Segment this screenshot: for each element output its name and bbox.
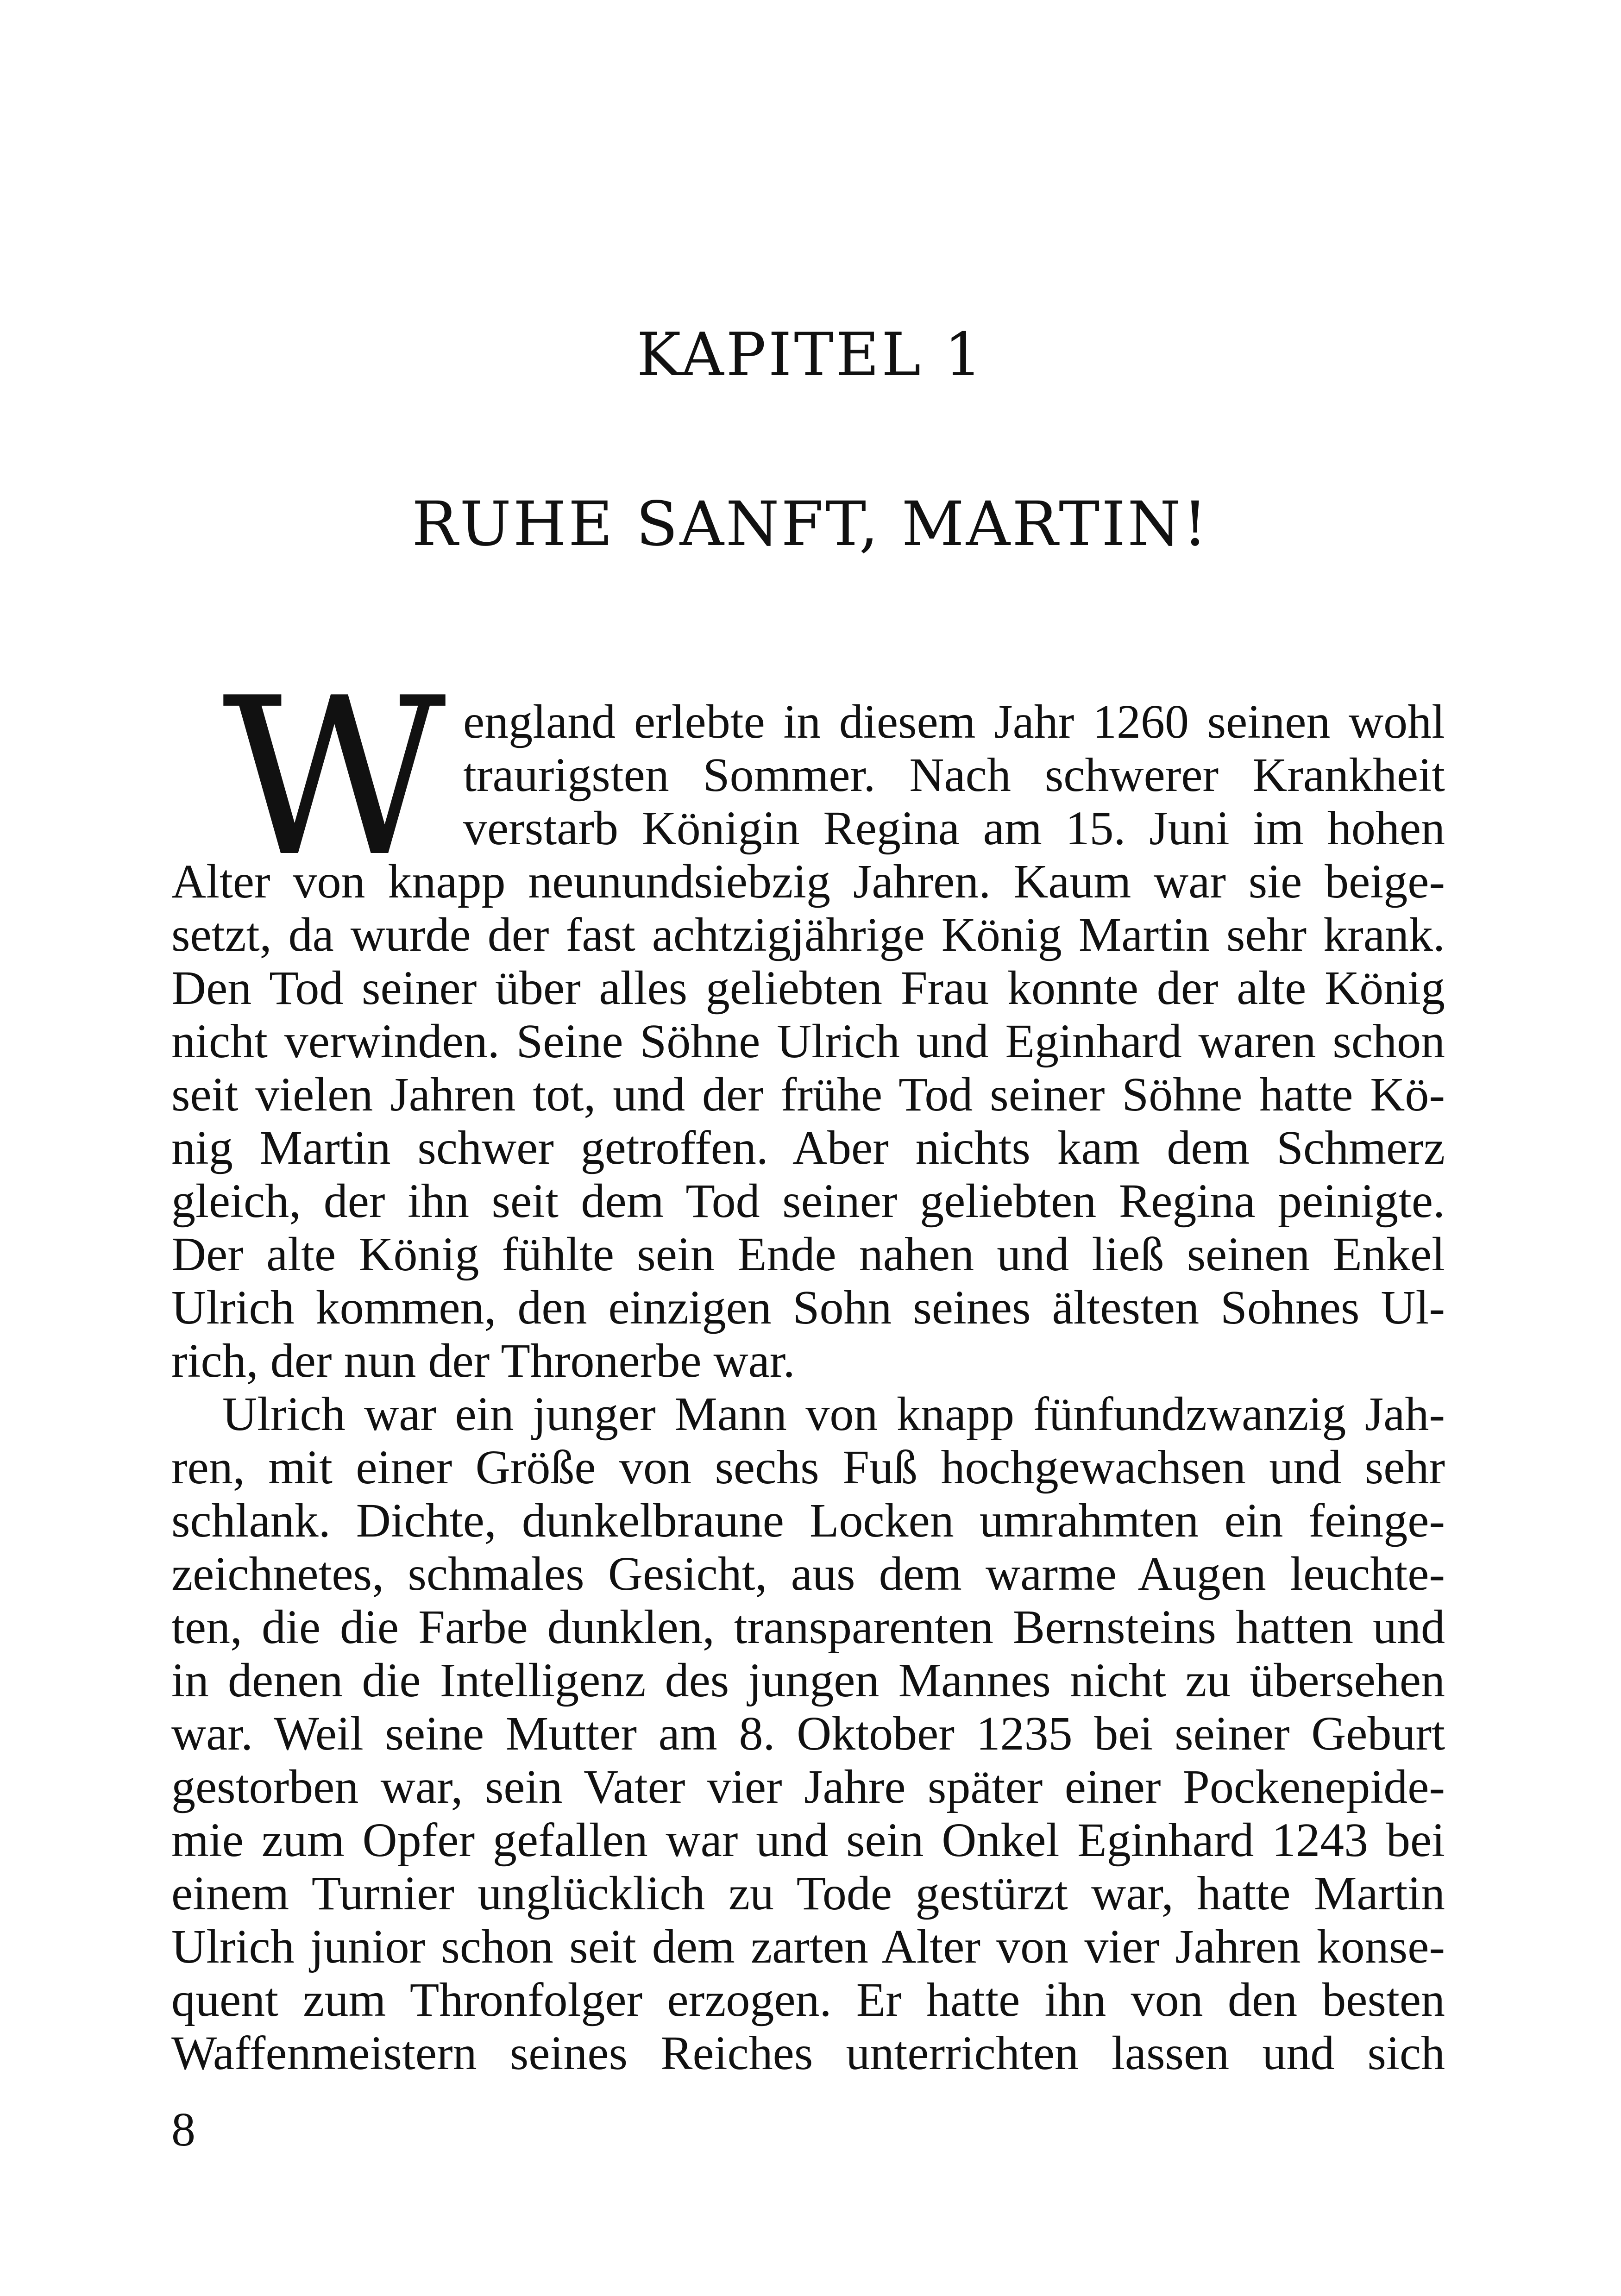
chapter-title: RUHE SANFT, MARTIN! — [412, 489, 1209, 560]
text-line: Ulrich kommen, den einzigen Sohn seines ältesten Sohnes Ul- — [171, 1281, 1445, 1334]
text-line: england erlebte in diesem Jahr 1260 seinen wohl — [463, 695, 1445, 748]
text-line: Ulrich war ein junger Mann von knapp fünfundzwanzig Jah- — [222, 1387, 1445, 1441]
text-line: quent zum Thronfolger erzogen. Er hatte ihn von den besten — [171, 1973, 1445, 2026]
drop-cap: W — [222, 651, 446, 904]
text-line: seit vielen Jahren tot, und der frühe Tod seiner Söhne hatte Kö- — [171, 1068, 1445, 1121]
text-line: gestorben war, sein Vater vier Jahre später einer Pockenepide- — [171, 1760, 1445, 1813]
text-line: schlank. Dichte, dunkelbraune Locken umrahmten ein feinge- — [171, 1494, 1445, 1547]
text-line: zeichnetes, schmales Gesicht, aus dem warme Augen leuchte- — [171, 1547, 1445, 1600]
text-line: nicht verwinden. Seine Söhne Ulrich und Eginhard waren schon — [171, 1015, 1445, 1068]
text-line: Alter von knapp neunundsiebzig Jahren. Kaum war sie beige- — [171, 855, 1445, 908]
text-line: gleich, der ihn seit dem Tod seiner geliebten Regina peinigte. — [171, 1174, 1445, 1228]
text-line: Den Tod seiner über alles geliebten Frau konnte der alte König — [171, 961, 1445, 1015]
text-line: traurigsten Sommer. Nach schwerer Krankheit — [463, 748, 1445, 802]
text-line: Waffenmeistern seines Reiches unterrichten lassen und sich — [171, 2026, 1445, 2080]
text-line: ten, die die Farbe dunklen, transparenten Bernsteins hatten und — [171, 1600, 1445, 1654]
text-line: war. Weil seine Mutter am 8. Oktober 1235 bei seiner Geburt — [171, 1707, 1445, 1760]
text-line: in denen die Intelligenz des jungen Mannes nicht zu übersehen — [171, 1654, 1445, 1707]
text-line: Der alte König fühlte sein Ende nahen und ließ seinen Enkel — [171, 1228, 1445, 1281]
chapter-label: KAPITEL 1 — [636, 320, 985, 389]
page-number: 8 — [171, 2103, 195, 2156]
text-line: setzt, da wurde der fast achtzigjährige König Martin sehr krank. — [171, 908, 1445, 961]
text-line: nig Martin schwer getroffen. Aber nichts kam dem Schmerz — [171, 1121, 1445, 1174]
text-line: ren, mit einer Größe von sechs Fuß hochgewachsen und sehr — [171, 1441, 1445, 1494]
text-line: rich, der nun der Thronerbe war. — [171, 1334, 795, 1387]
text-line: mie zum Opfer gefallen war und sein Onkel Eginhard 1243 bei — [171, 1813, 1445, 1867]
text-line: einem Turnier unglücklich zu Tode gestürzt war, hatte Martin — [171, 1867, 1445, 1920]
text-line: Ulrich junior schon seit dem zarten Alter von vier Jahren konse- — [171, 1920, 1445, 1973]
text-line: verstarb Königin Regina am 15. Juni im hohen — [463, 802, 1445, 855]
